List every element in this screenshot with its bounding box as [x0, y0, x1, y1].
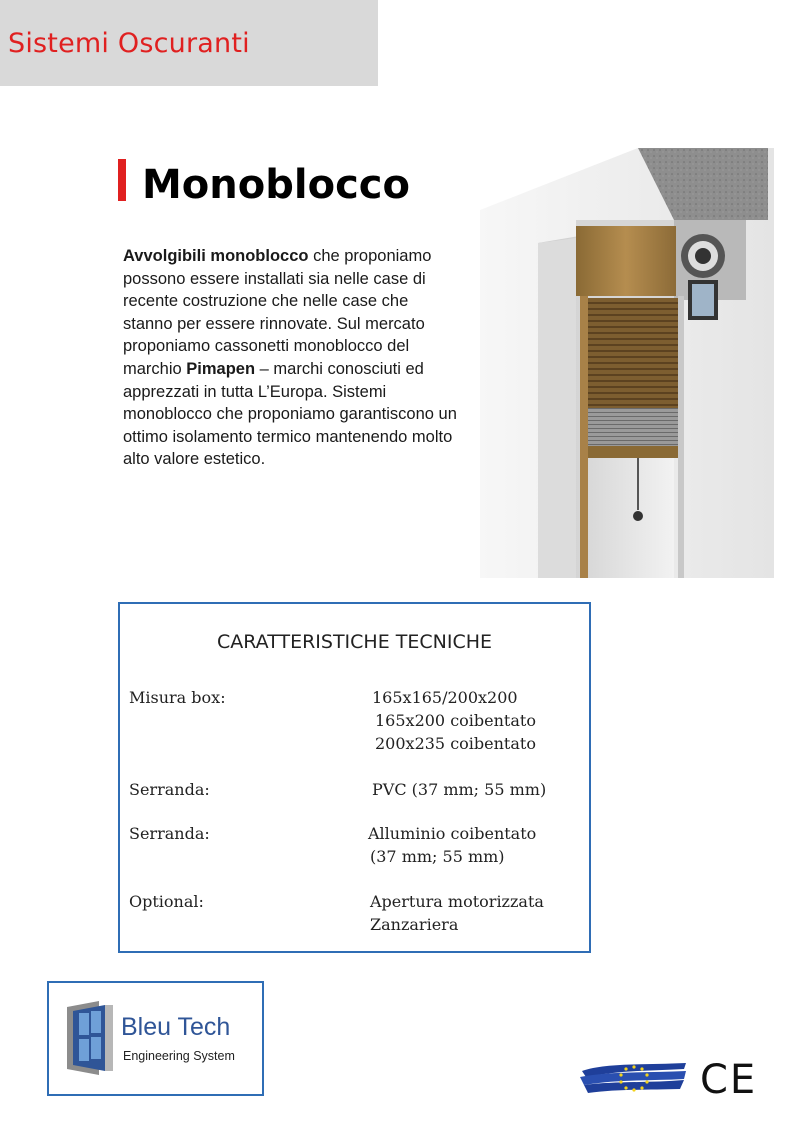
- logo-name: Bleu Tech: [121, 1013, 231, 1041]
- spec-label-box: Misura box:: [129, 688, 226, 707]
- spec-value: 200x235 coibentato: [375, 734, 536, 753]
- spec-value: Apertura motorizzata: [370, 892, 544, 911]
- eu-flag-icon: [580, 1061, 688, 1097]
- spec-label-shutter: Serranda:: [129, 780, 210, 799]
- intro-bold-lead: Avvolgibili monoblocco: [123, 247, 309, 265]
- product-image: [478, 148, 774, 578]
- page-title: Monoblocco: [142, 162, 410, 208]
- ce-mark: [700, 1057, 757, 1103]
- spec-value: Alluminio coibentato: [368, 824, 537, 843]
- spec-value: 165x165/200x200: [372, 688, 518, 707]
- header-title: Sistemi Oscuranti: [8, 28, 250, 59]
- specs-box: [118, 602, 591, 953]
- spec-label-shutter: Serranda:: [129, 824, 210, 843]
- spec-value: (37 mm; 55 mm): [370, 847, 505, 866]
- specs-title: CARATTERISTICHE TECNICHE: [216, 631, 493, 653]
- intro-text-1: che proponiamo possono essere installati sia nelle case di recente costruzione che nelle case che stanno per essere rinnovate. Sul mercato proponiamo cassonetti monoblocco del marchio: [123, 247, 432, 378]
- title-accent-bar: [118, 159, 126, 201]
- window-logo-icon: [65, 999, 115, 1077]
- spec-label-optional: Optional:: [129, 892, 204, 911]
- intro-text-2: – marchi conosciuti ed apprezzati in tutta L’Europa. Sistemi monoblocco che proponiamo garantiscono un ottimo isolamento termico mantenendo molto alto valore estetico.: [123, 359, 457, 469]
- company-logo: [47, 981, 264, 1096]
- intro-brand: Pimapen: [186, 359, 256, 378]
- spec-value: Zanzariera: [370, 915, 459, 934]
- intro-paragraph: [123, 245, 458, 471]
- spec-value: 165x200 coibentato: [375, 711, 536, 730]
- header-band: [0, 0, 378, 86]
- spec-value: PVC (37 mm; 55 mm): [372, 780, 547, 799]
- ce-mark-text: CE: [700, 1057, 758, 1103]
- logo-tagline: Engineering System: [123, 1049, 235, 1063]
